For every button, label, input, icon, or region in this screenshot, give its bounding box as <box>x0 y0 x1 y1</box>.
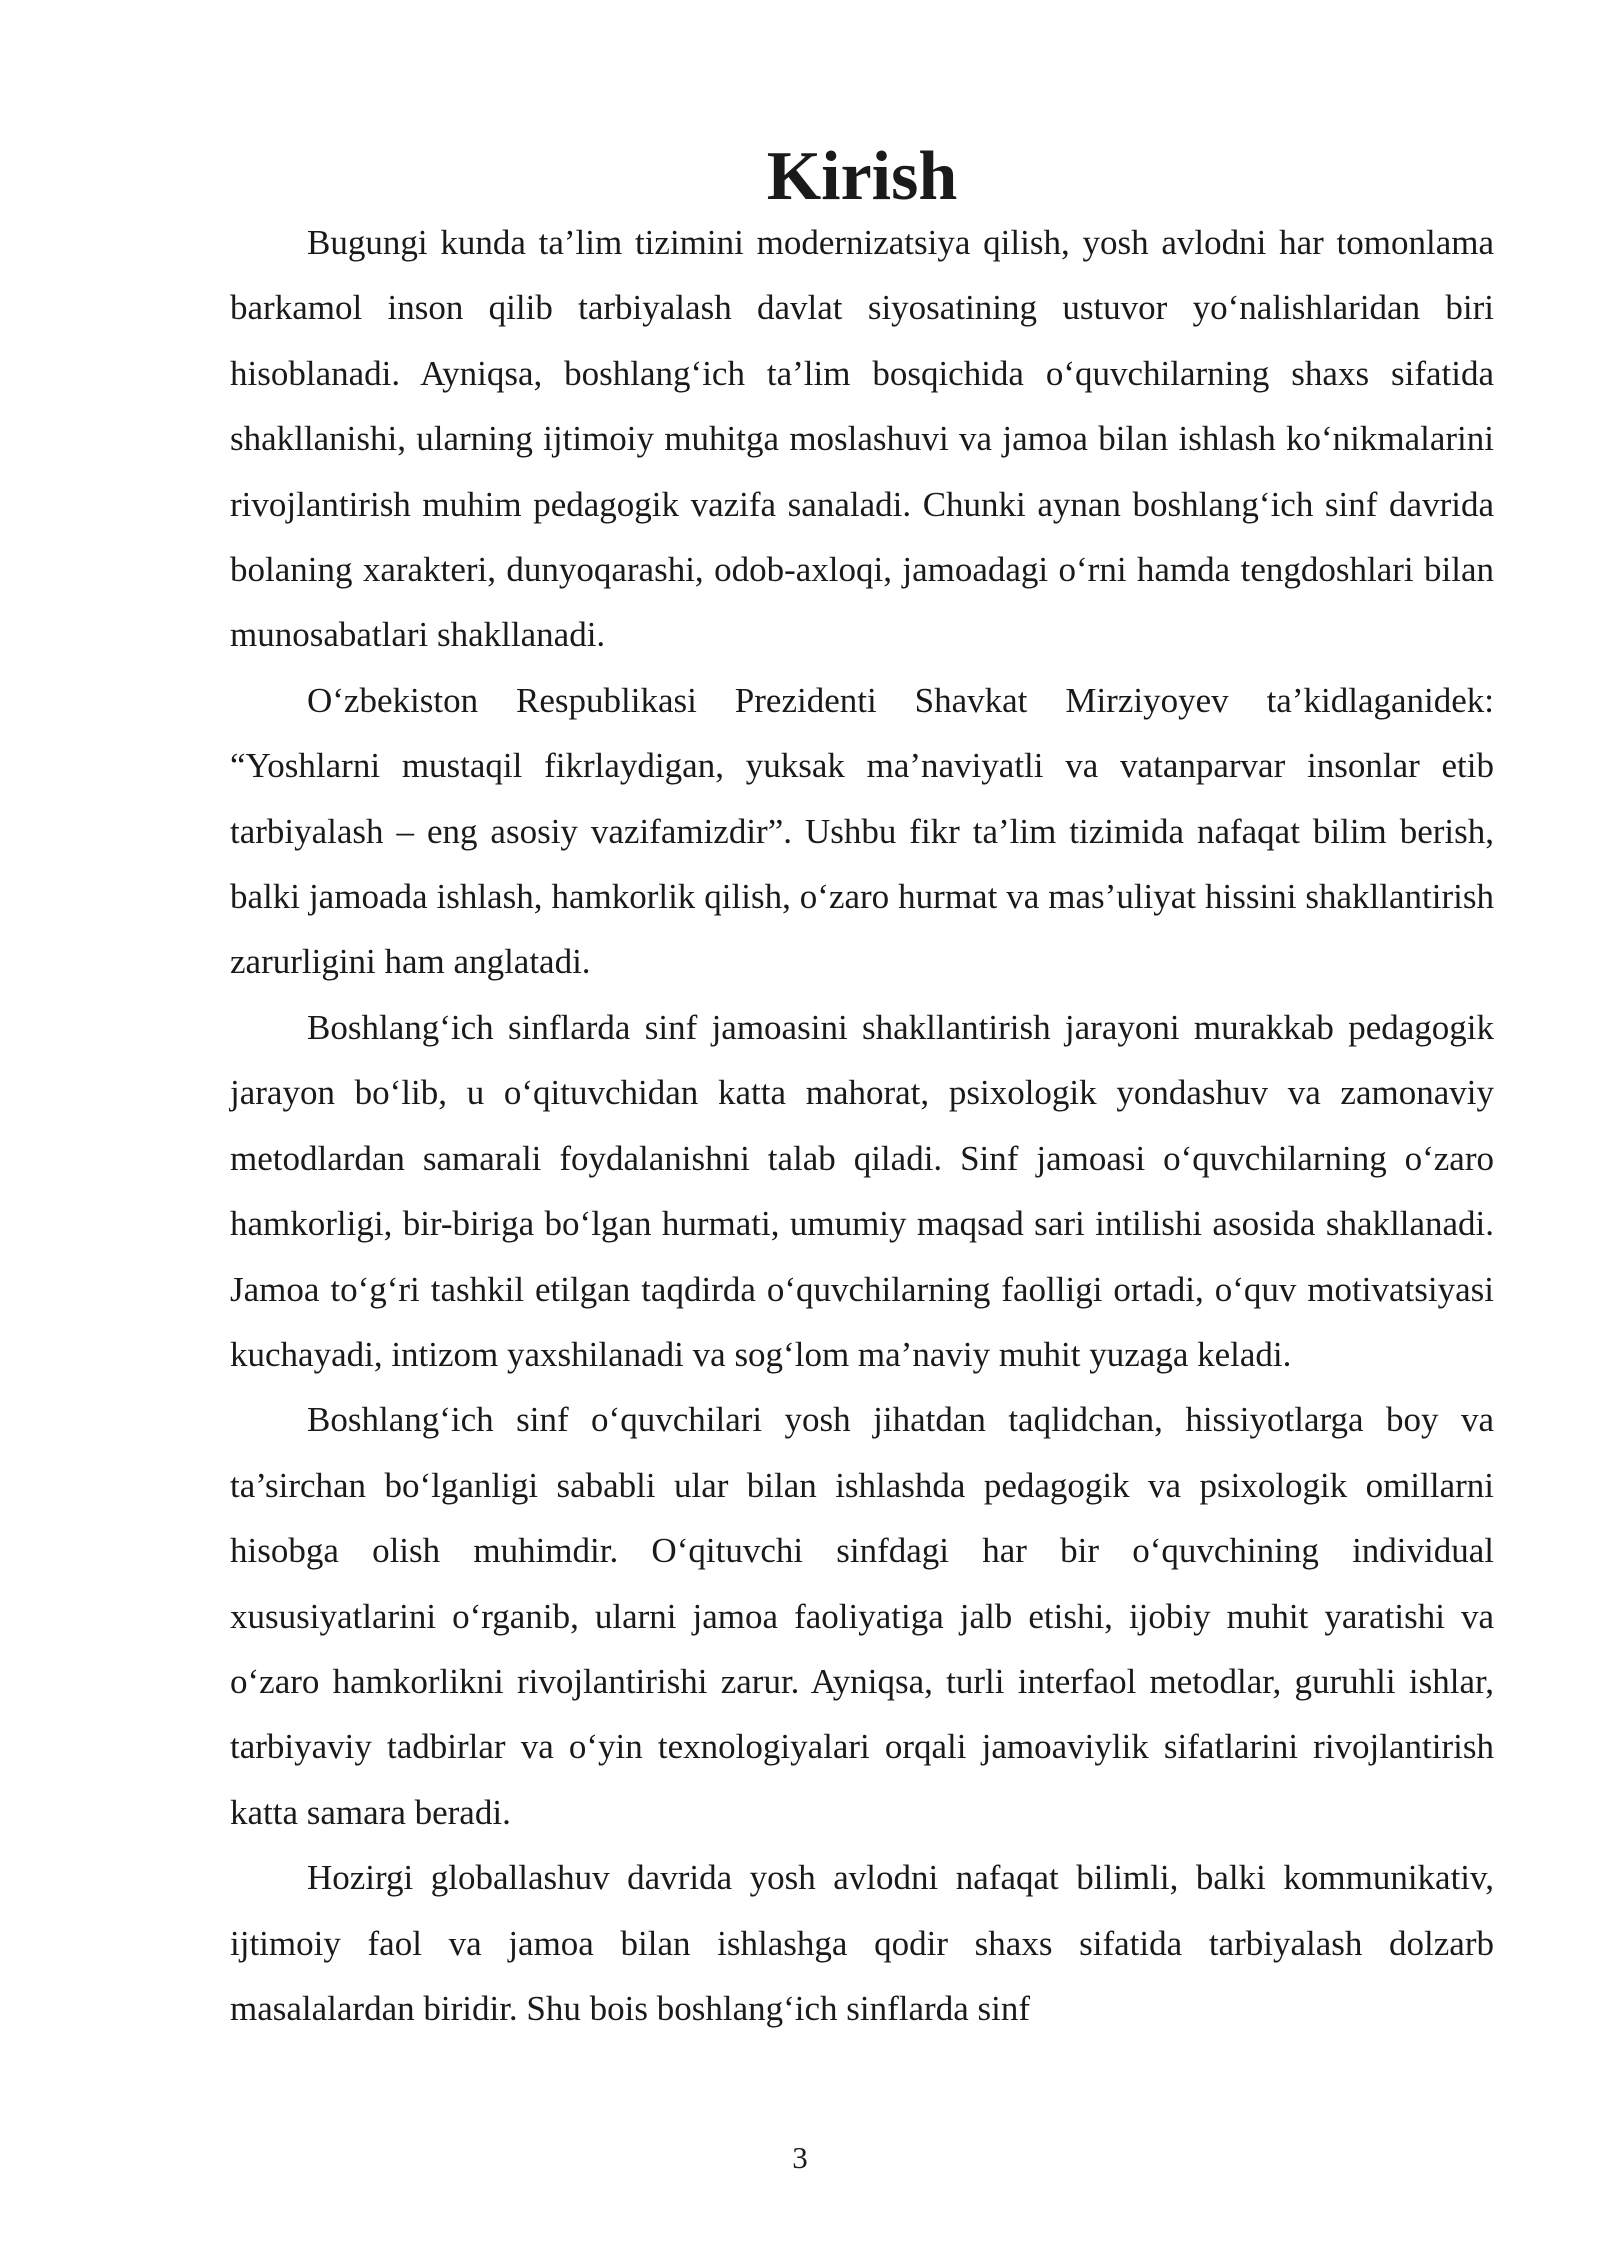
section-heading: Kirish <box>766 138 958 215</box>
page-number: 3 <box>792 2140 808 2175</box>
paragraph-quote: O‘zbekiston Respublikasi Prezidenti Shavkat Mirziyoyev ta’kidlaganidek: “Yoshlarni mustaqil fikrlaydigan, yuksak ma’naviyatli va vatanparvar insonlar etib tarbiyalash – eng asosiy vazifamizdir”. Ushbu fikr ta’lim tizimida nafaqat bilim berish, balki jamoada ishlash, hamkorlik qilish, o‘zaro hurmat va mas’uliyat hissini shakllantirish zarurligini ham anglatadi. <box>230 680 1494 982</box>
paragraph-class-community: Boshlang‘ich sinflarda sinf jamoasini shakllantirish jarayoni murakkab pedagogik jarayon bo‘lib, u o‘qituvchidan katta mahorat, psixologik yondashuv va zamonaviy metodlardan samarali foydalanishni talab qiladi. Sinf jamoasi o‘quvchilarning o‘zaro hamkorligi, bir-biriga bo‘lgan hurmati, umumiy maqsad sari intilishi asosida shakllanadi. Jamoa to‘g‘ri tashkil etilgan taqdirda o‘quvchilarning faolligi ortadi, o‘quv motivatsiyasi kuchayadi, intizom yaxshilanadi va sog‘lom ma’naviy muhit yuzaga keladi. <box>230 1007 1494 1374</box>
paragraph-globalization: Hozirgi globallashuv davrida yosh avlodni nafaqat bilimli, balki kommunikativ, ijtimoiy faol va jamoa bilan ishlashga qodir shaxs sifatida tarbiyalash dolzarb masalalardan biridir. Shu bois boshlang‘ich sinflarda sinf <box>230 1858 1494 2028</box>
paragraph-intro: Bugungi kunda ta’lim tizimini modernizatsiya qilish, yosh avlodni har tomonlama barkamol inson qilib tarbiyalash davlat siyosatining ustuvor yo‘nalishlaridan biri hisoblanadi. Ayniqsa, boshlang‘ich ta’lim bosqichida o‘quvchilarning shaxs sifatida shakllanishi, ularning ijtimoiy muhitga moslashuvi va jamoa bilan ishlash ko‘nikmalarini rivojlantirish muhim pedagogik vazifa sanaladi. Chunki aynan boshlang‘ich sinf davrida bolaning xarakteri, dunyoqarashi, odob-axloqi, jamoadagi o‘rni hamda tengdoshlari bilan munosabatlari shakllanadi. <box>230 223 1494 655</box>
document-page <box>230 138 1494 2041</box>
paragraph-primary-pupils: Boshlang‘ich sinf o‘quvchilari yosh jihatdan taqlidchan, hissiyotlarga boy va ta’sirchan bo‘lganligi sababli ular bilan ishlashda pedagogik va psixologik omillarni hisobga olish muhimdir. O‘qituvchi sinfdagi har bir o‘quvchining individual xususiyatlarini o‘rganib, ularni jamoa faoliyatiga jalb etishi, ijobiy muhit yaratishi va o‘zaro hamkorlikni rivojlantirishi zarur. Ayniqsa, turli interfaol metodlar, guruhli ishlar, tarbiyaviy tadbirlar va o‘yin texnologiyalari orqali jamoaviylik sifatlarini rivojlantirish katta samara beradi. <box>230 1400 1494 1832</box>
